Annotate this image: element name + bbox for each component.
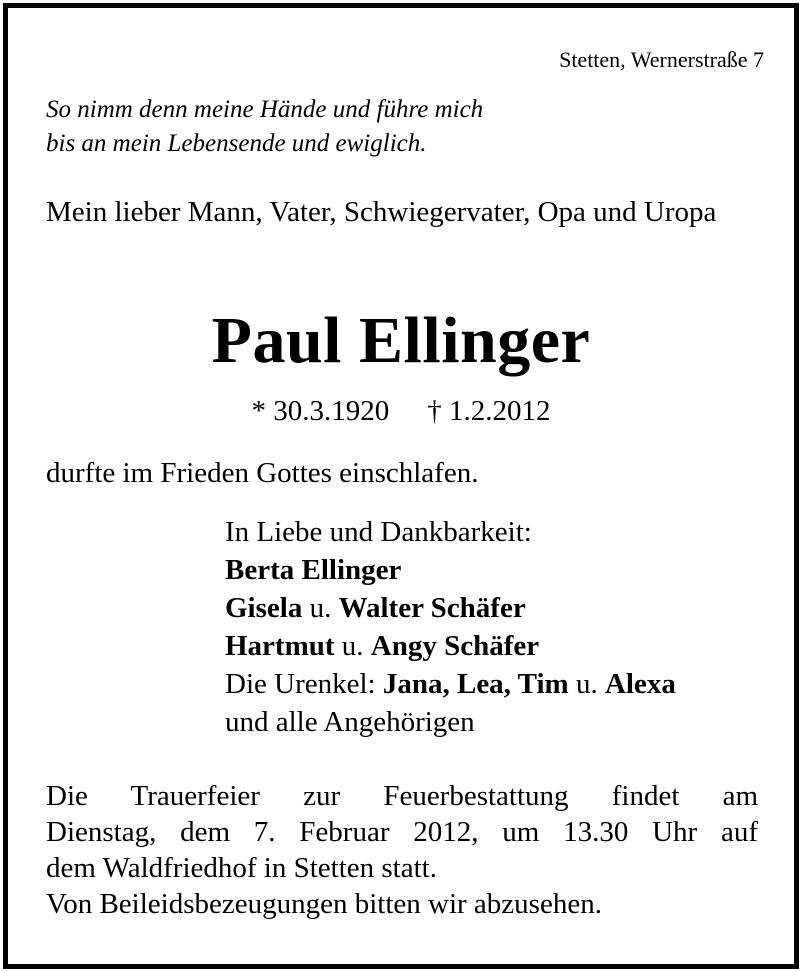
mourner-name: Gisela (225, 592, 303, 624)
verse (46, 93, 483, 161)
obituary-notice (3, 3, 799, 969)
mourners-list (225, 513, 676, 741)
funeral-line: dem Waldfriedhof in Stetten statt. (46, 852, 437, 884)
mourner-name: Berta Ellinger (225, 554, 402, 586)
deceased-name: Paul Ellinger (211, 304, 591, 377)
address: Stetten, Wernerstraße 7 (559, 47, 764, 72)
verse-line: bis an mein Lebensende und ewiglich. (46, 130, 427, 157)
mourner-line (225, 551, 676, 589)
passing-text: durfte im Frieden Gottes einschlafen. (46, 457, 479, 489)
funeral-info (46, 778, 758, 922)
mourner-name: Angy Schäfer (370, 630, 540, 662)
mourner-name: Hartmut (225, 630, 335, 662)
death-date: † 1.2.2012 (427, 395, 551, 427)
funeral-line: Dienstag, dem 7. Februar 2012, um 13.30 Uhr auf (46, 816, 758, 848)
funeral-line: Von Beileidsbezeugungen bitten wir abzusehen. (46, 888, 602, 920)
mourner-line (225, 665, 676, 703)
funeral-line: Die Trauerfeier zur Feuerbestattung findet am (46, 780, 758, 812)
conjunction: u. (309, 592, 332, 624)
birth-date: * 30.3.1920 (251, 395, 390, 427)
mourner-line (225, 589, 676, 627)
mourner-line (225, 627, 676, 665)
mourners-heading: In Liebe und Dankbarkeit: (225, 516, 532, 548)
intro-text: Mein lieber Mann, Vater, Schwiegervater, Opa und Uropa (46, 196, 717, 228)
verse-line: So nimm denn meine Hände und führe mich (46, 96, 484, 123)
relatives-line: und alle Angehörigen (225, 706, 475, 738)
life-dates (8, 393, 794, 429)
great-grandchildren-label: Die Urenkel: (225, 668, 376, 700)
mourner-name: Jana, Lea, Tim (382, 668, 569, 700)
mourner-name: Alexa (604, 668, 676, 700)
conjunction: u. (575, 668, 598, 700)
mourner-name: Walter Schäfer (338, 592, 526, 624)
conjunction: u. (341, 630, 364, 662)
